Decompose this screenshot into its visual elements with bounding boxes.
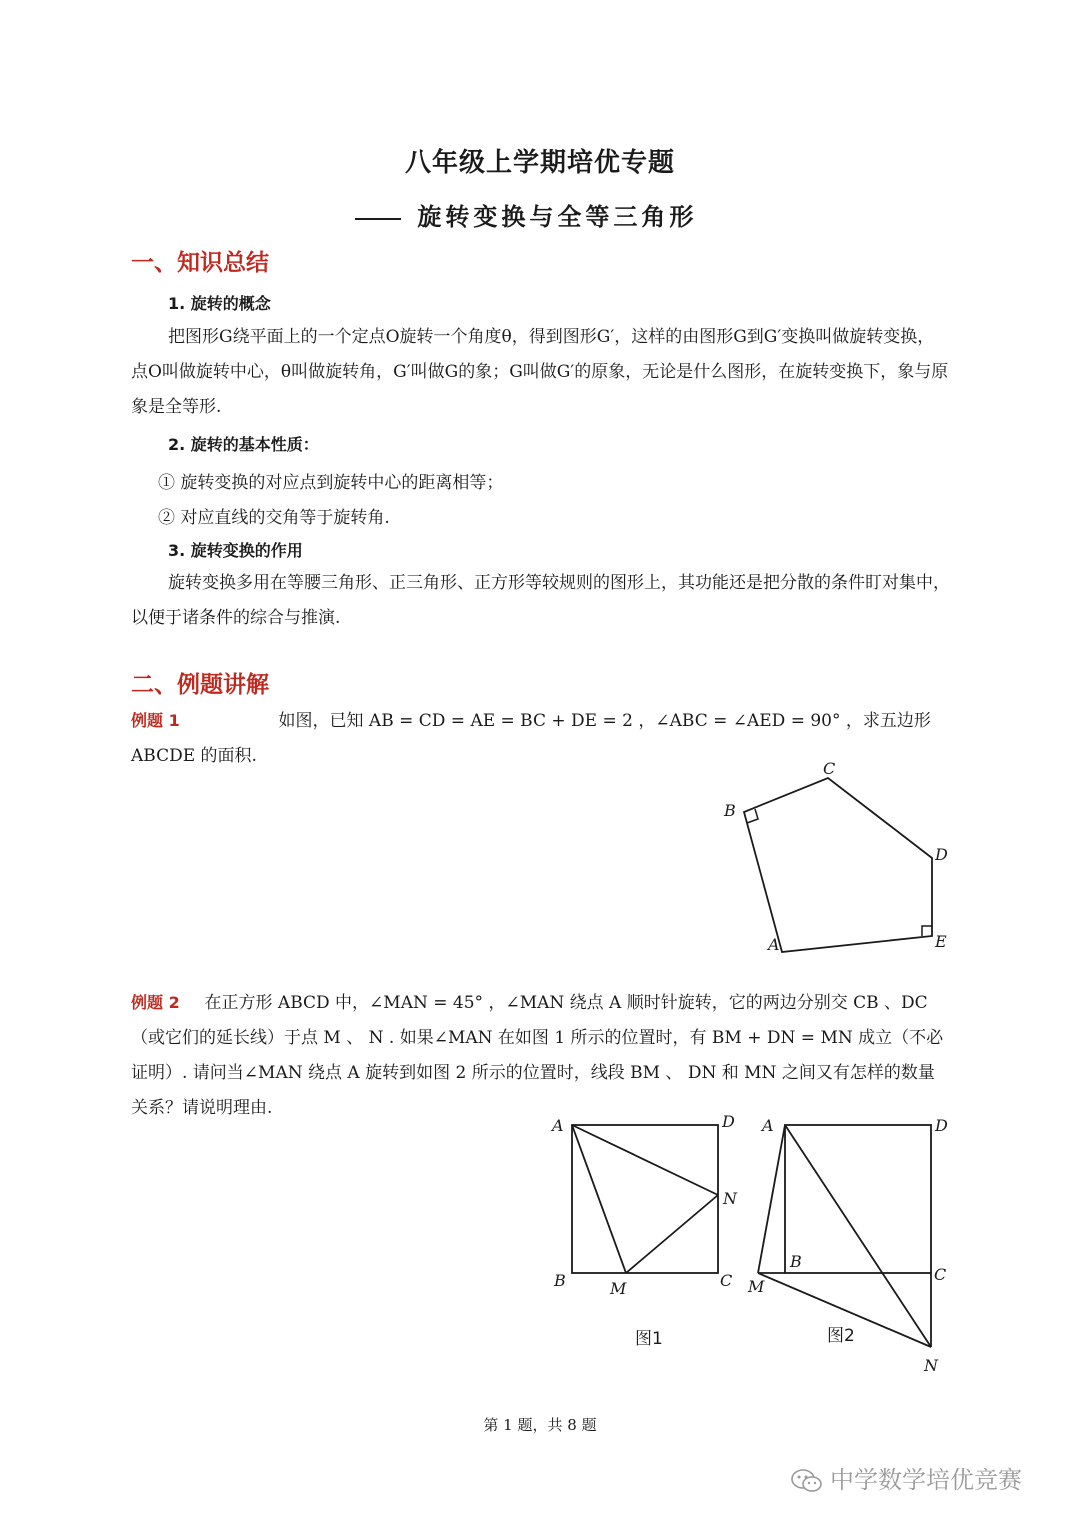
example-1-label: 例题 1 bbox=[131, 711, 180, 730]
pentagon-label-e: E bbox=[935, 932, 947, 951]
figure-2-square bbox=[785, 1125, 931, 1273]
pentagon-label-d: D bbox=[935, 845, 948, 864]
pentagon-figure bbox=[700, 750, 970, 960]
figure-2-label-c: C bbox=[934, 1265, 947, 1284]
property-item-1: ① 旋转变换的对应点到旋转中心的距离相等； bbox=[158, 473, 504, 493]
paragraph-rotation-concept: 把图形G绕平面上的一个定点O旋转一个角度θ，得到图形G′，这样的由图形G到G′变换叫做旋转变换，点O叫做旋转中心，θ叫做旋转角，G′叫做G的象；G叫做G′的原象，无论是什么图形，在旋转变换下，象与原象是全等形. bbox=[131, 327, 949, 417]
page-subtitle: 旋转变换与全等三角形 bbox=[355, 197, 697, 232]
figure-1-label-c: C bbox=[720, 1271, 733, 1290]
section-knowledge-title: 一、知识总结 bbox=[131, 250, 269, 276]
property-item-2: ② 对应直线的交角等于旋转角. bbox=[158, 508, 390, 528]
pentagon-shape bbox=[744, 778, 932, 952]
example-1-text: 如图，已知 AB = CD = AE = BC + DE = 2 ，∠ABC = ∠AED = 90° ，求五边形 ABCDE 的面积. bbox=[131, 711, 931, 766]
right-angle-b-mark bbox=[747, 809, 758, 823]
watermark bbox=[790, 1460, 1022, 1495]
wechat-icon bbox=[790, 1467, 824, 1495]
section-examples-title: 二、例题讲解 bbox=[131, 672, 269, 698]
heading-rotation-properties: 2. 旋转的基本性质： bbox=[168, 435, 319, 454]
example-2-label: 例题 2 bbox=[131, 993, 180, 1012]
figure-2 bbox=[747, 1116, 948, 1375]
right-angle-e-mark bbox=[922, 926, 932, 936]
figure-2-caption: 图2 bbox=[827, 1326, 855, 1346]
figure-1-label-d: D bbox=[722, 1112, 735, 1131]
figure-2-line-an bbox=[785, 1125, 931, 1347]
example-2-text: 在正方形 ABCD 中，∠MAN = 45° ，∠MAN 绕点 A 顺时针旋转，它的两边分别交 CB 、DC （或它们的延长线）于点 M 、 N . 如果∠MAN 在如图 1 所示的位置时，有 BM + DN = MN 成立（不必证明）. 请问当∠MAN 绕点 A 旋转到如图 2 所示的位置时，线段 BM 、 DN 和 MN 之间又有怎样的数量关系？请说明理由. bbox=[131, 993, 944, 1118]
page-footer: 第 1 题，共 8 题 bbox=[483, 1416, 597, 1434]
figure-1-label-m: M bbox=[610, 1279, 627, 1298]
pentagon-label-b: B bbox=[724, 801, 736, 820]
subtitle-dash bbox=[355, 218, 401, 220]
figure-2-label-d: D bbox=[935, 1116, 948, 1135]
figure-2-label-b: B bbox=[790, 1252, 802, 1271]
figure-1-caption: 图1 bbox=[635, 1329, 663, 1349]
heading-rotation-use: 3. 旋转变换的作用 bbox=[168, 541, 303, 560]
figure-2-line-am bbox=[758, 1125, 785, 1273]
heading-rotation-concept: 1. 旋转的概念 bbox=[168, 294, 271, 313]
figure-2-label-m: M bbox=[748, 1277, 765, 1296]
watermark-text: 中学数学培优竞赛 bbox=[830, 1466, 1022, 1494]
pentagon-label-c: C bbox=[823, 759, 836, 778]
rotation-figures bbox=[540, 1105, 970, 1385]
pentagon-label-a: A bbox=[768, 935, 780, 954]
page-title: 八年级上学期培优专题 bbox=[404, 148, 675, 178]
paragraph-rotation-use: 旋转变换多用在等腰三角形、正三角形、正方形等较规则的图形上，其功能还是把分散的条件盯对集中，以便于诸条件的综合与推演. bbox=[131, 573, 950, 628]
figure-1-square bbox=[572, 1125, 718, 1273]
figure-1-label-n: N bbox=[723, 1189, 737, 1208]
figure-1-label-a: A bbox=[552, 1116, 564, 1135]
figure-2-label-n: N bbox=[924, 1356, 938, 1375]
figure-1 bbox=[550, 1112, 738, 1349]
figure-2-label-a: A bbox=[762, 1116, 774, 1135]
figure-1-label-b: B bbox=[554, 1271, 566, 1290]
figure-1-line-mn bbox=[626, 1195, 718, 1273]
